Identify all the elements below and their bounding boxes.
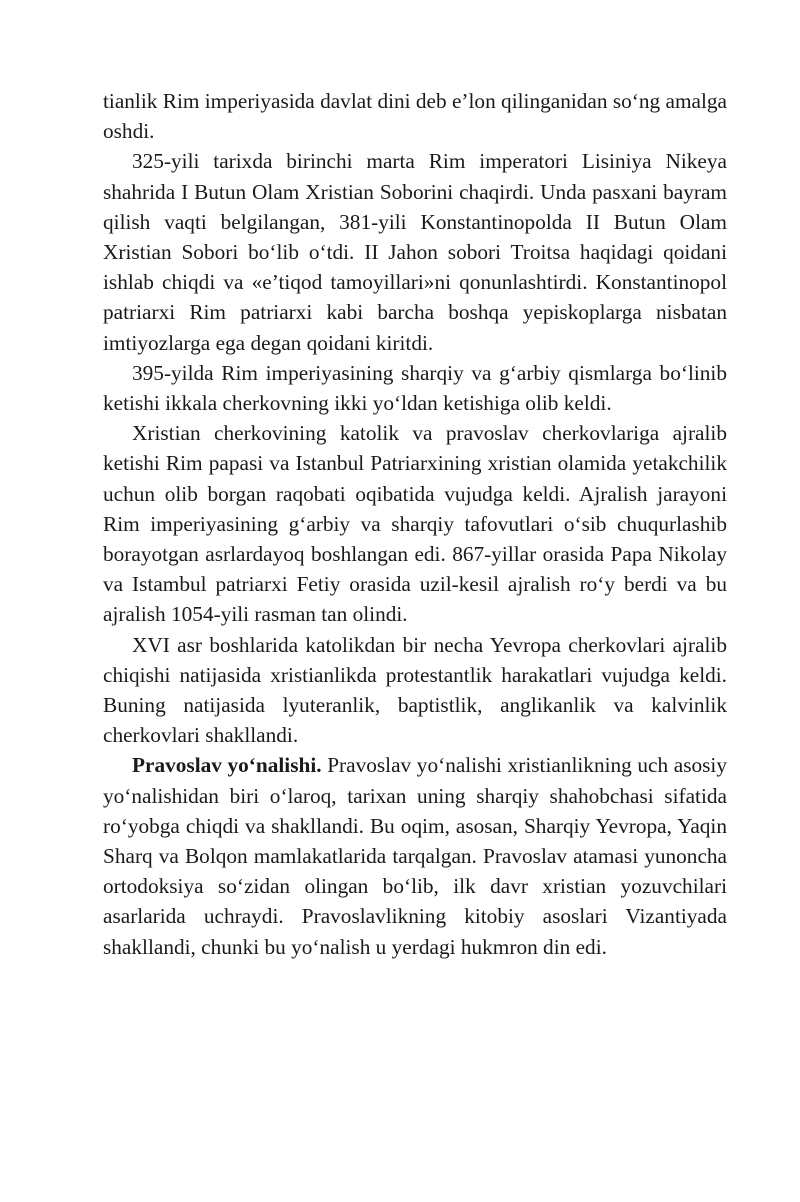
paragraph-councils: 325-yili tarixda birinchi marta Rim imperatori Lisiniya Nikeya shahrida I Butun Olam Xristian Soborini chaqirdi. Unda pasxani bayram qilish vaqti belgilangan, 381-yili Konstantinopolda II Butun Olam Xristian Sobori bo‘lib o‘tdi. II Jahon sobori Troitsa haqidagi qoidani ishlab chiqdi va «e’tiqod tamoyillari»ni qonunlashtirdi. Konstantinopol patriarxi Rim patriarxi kabi barcha boshqa yepiskoplarga nisbatan imtiyozlarga ega degan qoidani kiritdi. xyxy=(103,149,727,355)
paragraph-continuation: tianlik Rim imperiyasida davlat dini deb e’lon qilinganidan so‘ng amalga oshdi. xyxy=(103,89,727,144)
page-body xyxy=(103,86,727,962)
paragraph-protestantism: XVI asr boshlarida katolikdan bir necha Yevropa cherkovlari ajralib chiqishi natijasida xristianlikda protestantlik harakatlari vujudga keldi. Buning natijasida lyuteranlik, baptistlik, anglikanlik va kalvinlik cherkovlari shakllandi. xyxy=(103,632,727,748)
section-heading: Pravoslav yo‘nalishi. xyxy=(132,753,322,778)
paragraph-empire-split: 395-yilda Rim imperiyasining sharqiy va g‘arbiy qismlarga bo‘linib ketishi ikkala cherkovning ikki yo‘ldan ketishiga olib keldi. xyxy=(103,360,727,416)
paragraph-orthodoxy xyxy=(103,750,727,961)
paragraph-church-schism: Xristian cherkovining katolik va pravoslav cherkovlariga ajralib ketishi Rim papasi va Istanbul Patriarxining xristian olamida yetakchilik uchun olib borgan raqobati oqibatida vujudga keldi. Ajralish jarayoni Rim imperiyasining g‘arbiy va sharqiy tafovutlari o‘sib chuqurlashib borayotgan asrlardayoq boshlangan edi. 867-yillar orasida Papa Nikolay va Istambul patriarxi Fetiy orasida uzil-kesil ajralish ro‘y berdi va bu ajralish 1054-yili rasman tan olindi. xyxy=(103,421,727,627)
paragraph-orthodoxy-body: Pravoslav yo‘nalishi xristianlikning uch asosiy yo‘nalishidan biri o‘laroq, tarixan uning sharqiy shahobchasi sifatida ro‘yobga chiqdi va shakllandi. Bu oqim, asosan, Sharqiy Yevropa, Yaqin Sharq va Bolqon mamlakatlarida tarqalgan. Pravoslav atamasi yunoncha ortodoksiya so‘zidan olingan bo‘lib, ilk davr xristian yozuvchilari asarlarida uchraydi. Pravoslavlikning kitobiy asoslari Vizantiyada shakllandi, chunki bu yo‘nalish u yerdagi hukmron din edi. xyxy=(103,753,727,959)
